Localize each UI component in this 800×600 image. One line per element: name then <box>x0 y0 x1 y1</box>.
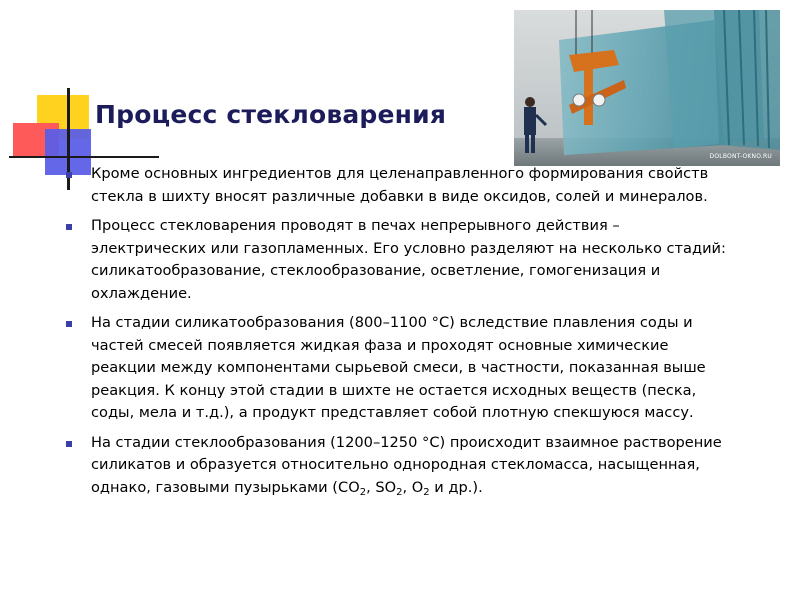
bullet-square-icon <box>66 441 72 447</box>
formula-so2: $SO_2$ <box>375 478 403 498</box>
bullet-square-icon <box>66 321 72 327</box>
bullet-text: Процесс стекловарения проводят в печах непрерывного действия – электрических или газопламенных. Его условно разделяют на несколько стадий: силикатообразование, стеклообразование, осветление, гомогенизация и охлаждение. <box>91 217 726 302</box>
bullet-square-icon <box>66 224 72 230</box>
formula-o2: $O_2$ <box>411 478 430 498</box>
slide-title: Процесс стекловарения <box>95 100 447 129</box>
list-item <box>66 312 726 425</box>
bullet-square-icon <box>66 172 72 178</box>
text-suffix: и др.). <box>429 478 483 496</box>
bullet-text: Кроме основных ингредиентов для целенаправленного формирования свойств стекла в шихту вносят различные добавки в виде оксидов, солей и минералов. <box>91 165 709 205</box>
text-prefix: На стадии стеклообразования (1200–1250 °С) происходит взаимное растворение силикатов и образуется относительно однородная стекломасса, насыщенная, однако, газовыми пузырьками ( <box>91 433 722 496</box>
formula-co2: $CO_2$ <box>338 478 367 498</box>
list-item <box>66 215 726 305</box>
glass-factory-photo <box>514 10 780 166</box>
photo-watermark: DOLBONT-OKNO.RU <box>709 153 772 160</box>
bullet-text-with-formulas: На стадии стеклообразования (1200–1250 °С) происходит взаимное растворение силикатов и образуется относительно однородная стекломасса, насыщенная, однако, газовыми пузырьками ($CO_2$, $SO_2$, $O_2$ и др.). <box>91 433 722 498</box>
bullet-text: На стадии силикатообразования (800–1100 °С) вследствие плавления соды и частей смесей появляется жидкая фаза и проходят основные химические реакции между компонентами сырьевой смеси, в частности, показанная выше реакция. К концу этой стадии в шихте не остается исходных веществ (песка, соды, мела и т.д.), а продукт представляет собой плотную спекшуюся массу. <box>91 314 706 421</box>
list-item <box>66 163 726 208</box>
decor-horizontal-line <box>9 156 159 158</box>
list-item <box>66 432 726 500</box>
bullet-list <box>66 163 726 506</box>
photo-illustration <box>514 10 780 166</box>
